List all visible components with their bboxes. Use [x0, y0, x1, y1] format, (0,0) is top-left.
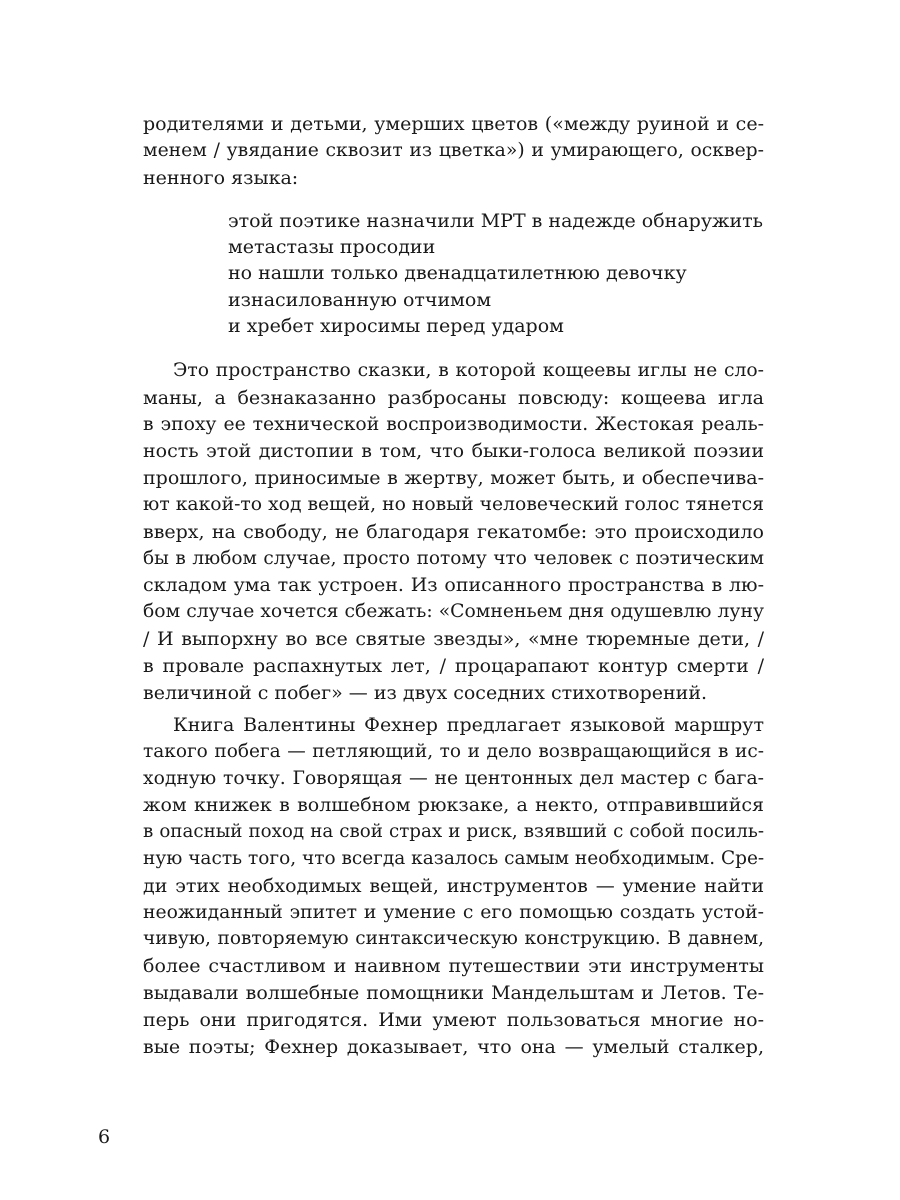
paragraph-2 [143, 712, 764, 1060]
text-line: родителями и детьми, умерших цветов («между руиной и се- [143, 113, 764, 135]
text-line: величиной с побег» — из двух соседних стихотворений. [143, 681, 708, 704]
text-line: неожиданный эпитет и умение с его помощью создать устой- [143, 901, 764, 923]
text-line: ную часть того, что всегда казалось самым необходимым. Сре- [143, 847, 764, 869]
text-line: прошлого, приносимые в жертву, может быть, и обеспечива- [143, 467, 764, 490]
text-line: Книга Валентины Фехнер предлагает языковой маршрут [173, 714, 764, 736]
text-line: ненного языка: [143, 166, 299, 189]
page-number: 6 [98, 1126, 111, 1148]
text-line: / И выпорхну во все святые звезды», «мне тюремные дети, / [143, 627, 764, 650]
poem-line: метастазы просодии [228, 236, 436, 259]
text-line: маны, а безнаказанно разбросаны повсюду: кощеева игла [143, 386, 764, 409]
text-line: ди этих необходимых вещей, инструментов — умение найти [143, 874, 764, 897]
text-line: бы в любом случае, просто потому что человек с поэтическим [143, 547, 764, 569]
text-line: в опасный поход на свой страх и риск, взявший с собой посиль- [143, 821, 764, 843]
poem-line: этой поэтике назначили МРТ в надежде обнаружить [228, 210, 764, 232]
text-line: ходную точку. Говорящая — не центонных дел мастер с бага- [143, 767, 764, 789]
text-line: ность этой дистопии в том, что быки-голоса великой поэзии [143, 440, 764, 463]
text-line: менем / увядание сквозит из цветка») и умирающего, осквер- [143, 139, 764, 161]
text-line: Это пространство сказки, в которой кощеевы иглы не сло- [173, 360, 764, 381]
text-line: вые поэты; Фехнер доказывает, что она — умелый сталкер, [143, 1035, 764, 1058]
poem-line: изнасилованную отчимом [228, 288, 492, 311]
text-line: выдавали волшебные помощники Мандельштам и Летов. Те- [143, 981, 764, 1004]
text-line: чивую, повторяемую синтаксическую конструкцию. В давнем, [143, 928, 764, 950]
intro-paragraph [143, 111, 764, 191]
text-line: жом книжек в волшебном рюкзаке, а некто, отправившийся [143, 794, 764, 817]
text-line: складом ума так устроен. Из описанного пространства в лю- [143, 574, 764, 597]
text-line: вверх, на свободу, не благодаря гекатомбе: это происходило [143, 520, 764, 543]
text-line: в эпоху ее технической воспроизводимости. Жестокая реаль- [143, 413, 764, 435]
text-line: ют какой-то ход вещей, но новый человеческий голос тянется [143, 493, 764, 515]
text-line: бом случае хочется сбежать: «Сомненьем дня одушевлю луну [143, 601, 764, 623]
text-line: перь они пригодятся. Ими умеют пользоваться многие но- [143, 1008, 764, 1031]
poem-line: и хребет хиросимы перед ударом [228, 314, 564, 337]
text-line: такого побега — петляющий, то и дело возвращающийся в ис- [143, 740, 764, 762]
paragraph-1 [143, 358, 764, 706]
poem-quote [228, 208, 768, 339]
text-line: в провале распахнутых лет, / процарапают контур смерти / [143, 654, 764, 677]
text-line: более счастливом и наивном путешествии эти инструменты [143, 955, 764, 978]
poem-line: но нашли только двенадцатилетнюю девочку [228, 262, 687, 285]
